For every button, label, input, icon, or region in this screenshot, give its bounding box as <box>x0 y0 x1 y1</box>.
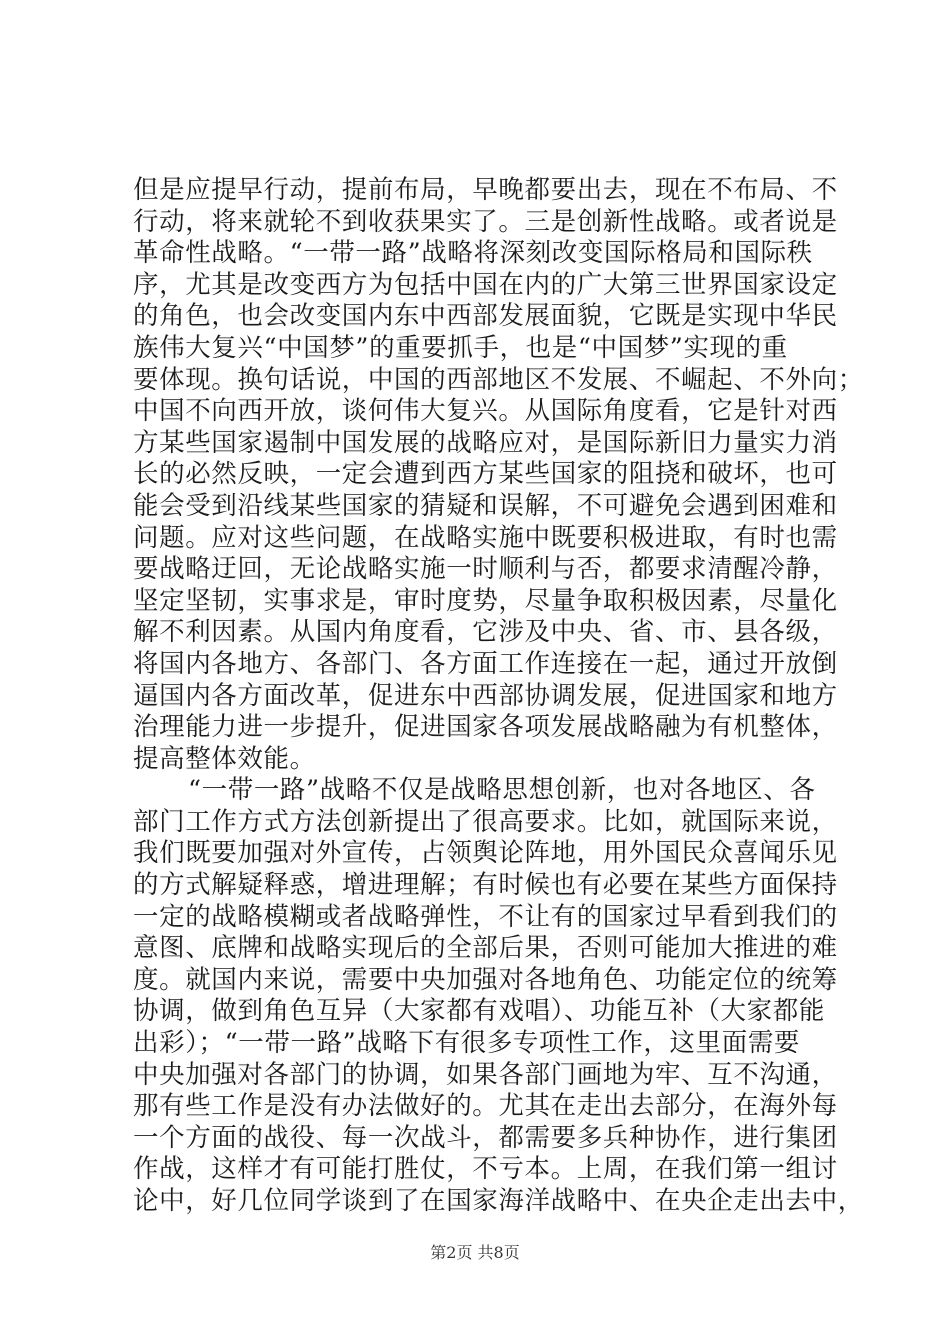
text-line: 治理能力进一步提升，促进国家各项发展战略融为有机整体， <box>133 712 838 743</box>
text-line: 方某些国家遏制中国发展的战略应对，是国际新旧力量实力消 <box>133 427 838 458</box>
paragraph-2 <box>133 775 864 1217</box>
text-line: 一定的战略模糊或者战略弹性，不让有的国家过早看到我们的 <box>133 901 838 932</box>
text-line: 的方式解疑释惑，增进理解；有时候也有必要在某些方面保持 <box>133 870 838 901</box>
text-line: 中国不向西开放，谈何伟大复兴。从国际角度看，它是针对西 <box>133 396 838 427</box>
text-line: 协调，做到角色互异（大家都有戏唱）、功能互补（大家都能 <box>133 996 825 1027</box>
page-number-label: 第2页 共8页 <box>430 1243 520 1262</box>
text-line: 出彩）；“一带一路”战略下有很多专项性工作，这里面需要 <box>133 1028 801 1059</box>
text-line: 将国内各地方、各部门、各方面工作连接在一起，通过开放倒 <box>133 648 838 679</box>
text-line: 坚定坚韧，实事求是，审时度势，尽量争取积极因素，尽量化 <box>133 585 838 616</box>
text-line: 论中，好几位同学谈到了在国家海洋战略中、在央企走出去中， <box>133 1186 864 1216</box>
text-line: 意图、底牌和战略实现后的全部后果，否则可能加大推进的难 <box>133 933 838 964</box>
text-line: 提高整体效能。 <box>133 743 316 774</box>
page-footer <box>0 1240 950 1263</box>
text-line: 一个方面的战役、每一次战斗，都需要多兵种协作，进行集团 <box>133 1122 838 1153</box>
text-line: 但是应提早行动，提前布局，早晚都要出去，现在不布局、不 <box>133 175 838 205</box>
text-line: 度。就国内来说，需要中央加强对各地角色、功能定位的统筹 <box>133 964 838 995</box>
text-line: 行动，将来就轮不到收获果实了。三是创新性战略。或者说是 <box>133 206 838 237</box>
text-line: 族伟大复兴“中国梦”的重要抓手，也是“中国梦”实现的重 <box>133 332 788 363</box>
text-line: 逼国内各方面改革，促进东中西部协调发展，促进国家和地方 <box>133 680 838 711</box>
paragraph-1 <box>133 175 864 775</box>
text-line: 要战略迂回，无论战略实施一时顺利与否，都要求清醒冷静， <box>133 554 838 585</box>
text-line: 问题。应对这些问题，在战略实施中既要积极进取，有时也需 <box>133 522 838 553</box>
text-line: 序，尤其是改变西方为包括中国在内的广大第三世界国家设定 <box>133 269 838 300</box>
text-line: 的角色，也会改变国内东中西部发展面貌，它既是实现中华民 <box>133 301 838 332</box>
text-line: 部门工作方式方法创新提出了很高要求。比如，就国际来说， <box>133 806 838 837</box>
text-line: 我们既要加强对外宣传，占领舆论阵地，用外国民众喜闻乐见 <box>133 838 838 869</box>
text-line: 长的必然反映，一定会遭到西方某些国家的阻挠和破坏，也可 <box>133 459 838 490</box>
text-line: 中央加强对各部门的协调，如果各部门画地为牢、互不沟通， <box>133 1059 838 1090</box>
text-line: 那有些工作是没有办法做好的。尤其在走出去部分，在海外每 <box>133 1091 838 1122</box>
text-line: 能会受到沿线某些国家的猜疑和误解，不可避免会遇到困难和 <box>133 490 838 521</box>
text-line: 解不利因素。从国内角度看，它涉及中央、省、市、县各级， <box>133 617 838 648</box>
text-line: 革命性战略。“一带一路”战略将深刻改变国际格局和国际秩 <box>133 238 813 269</box>
text-line: “一带一路”战略不仅是战略思想创新，也对各地区、各 <box>188 775 816 806</box>
body-text <box>133 175 864 1218</box>
text-line: 作战，这样才有可能打胜仗，不亏本。上周，在我们第一组讨 <box>133 1154 838 1185</box>
text-line: 要体现。换句话说，中国的西部地区不发展、不崛起、不外向； <box>133 364 864 395</box>
